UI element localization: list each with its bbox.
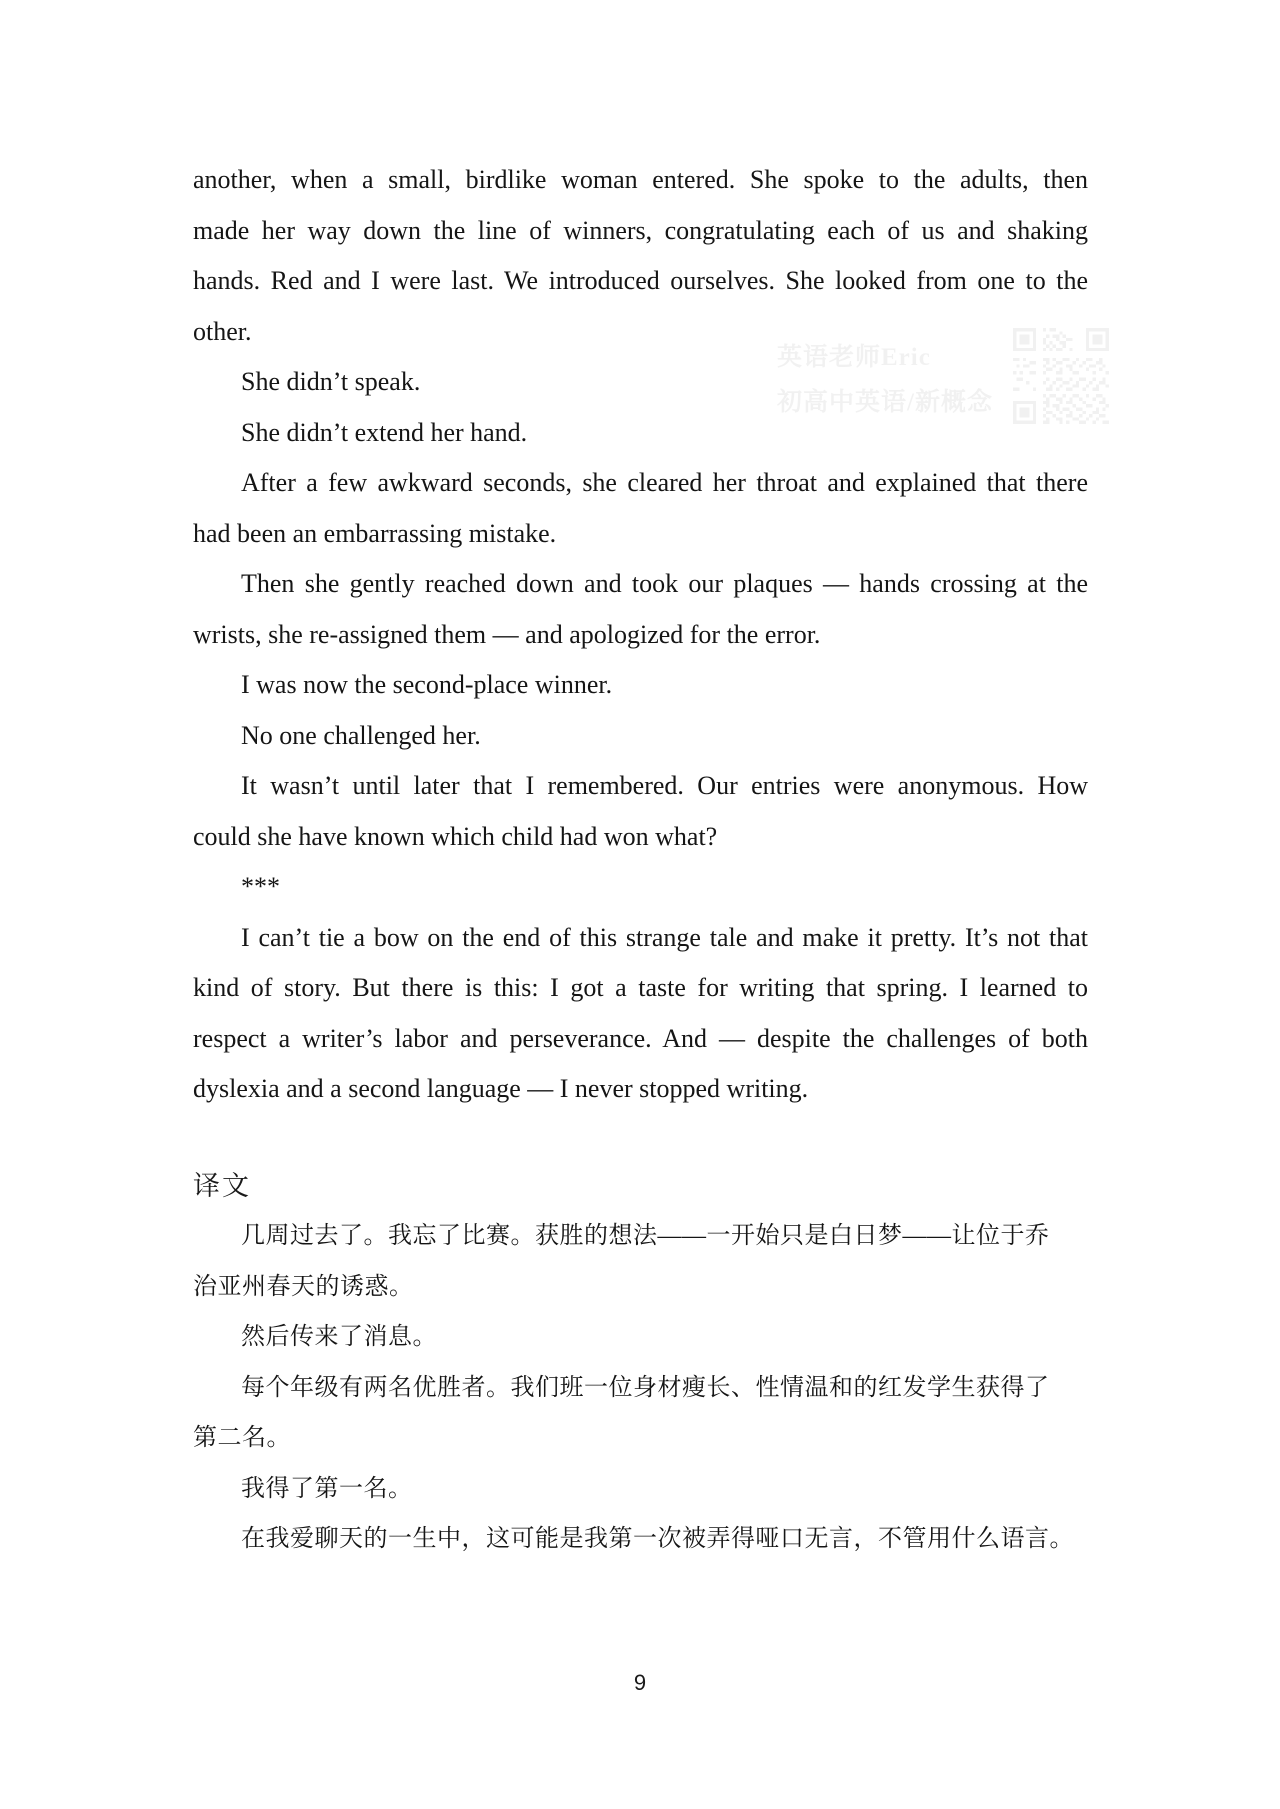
- translation-line: 几周过去了。我忘了比赛。获胜的想法——一开始只是白日梦——让位于乔: [241, 1223, 1050, 1249]
- text-line: other.: [193, 316, 252, 346]
- translation-line: 然后传来了消息。: [241, 1324, 437, 1350]
- translation-line: 第二名。: [193, 1425, 291, 1451]
- translation-line: 治亚州春天的诱惑。: [193, 1273, 414, 1300]
- text-line: wrists, she re-assigned them — and apologized for the error.: [193, 619, 821, 649]
- text-line: She didn’t speak.: [241, 367, 421, 396]
- text-line: No one challenged her.: [241, 720, 481, 750]
- text-line: dyslexia and a second language — I never stopped writing.: [193, 1074, 809, 1103]
- text-line: I was now the second-place winner.: [241, 670, 613, 699]
- text-line: Then she gently reached down and took our plaques — hands crossing at the: [241, 569, 1088, 598]
- text-line: She didn’t extend her hand.: [241, 417, 528, 447]
- translation-line: 每个年级有两名优胜者。我们班一位身材瘦长、性情温和的红发学生获得了: [241, 1374, 1050, 1401]
- text-line: It wasn’t until later that I remembered. Our entries were anonymous. How: [241, 771, 1088, 800]
- text-column: [193, 155, 1088, 1565]
- text-line: another, when a small, birdlike woman entered. She spoke to the adults, then: [193, 165, 1088, 194]
- text-line: kind of story. But there is this: I got a taste for writing that spring. I learned to: [193, 973, 1088, 1002]
- translation-line: 在我爱聊天的一生中，这可能是我第一次被弄得哑口无言，不管用什么语言。: [241, 1526, 1074, 1552]
- text-line: could she have known which child had won what?: [193, 821, 718, 851]
- text-line: I can’t tie a bow on the end of this strange tale and make it pretty. It’s not that: [241, 922, 1088, 952]
- text-line: respect a writer’s labor and perseverance. And — despite the challenges of both: [193, 1023, 1088, 1053]
- section-break-asterisks: ***: [241, 872, 280, 901]
- page-number: 9: [633, 1670, 647, 1695]
- watermark-text-line2: 初高中英语/新概念: [777, 389, 993, 416]
- translation-heading: 译文: [193, 1170, 251, 1201]
- text-line: made her way down the line of winners, congratulating each of us and shaking: [193, 215, 1088, 245]
- text-line: had been an embarrassing mistake.: [193, 518, 557, 548]
- translation-line: 我得了第一名。: [241, 1475, 413, 1502]
- text-line: After a few awkward seconds, she cleared her throat and explained that there: [241, 468, 1088, 497]
- text-line: hands. Red and I were last. We introduced ourselves. She looked from one to the: [193, 266, 1088, 295]
- watermark-text-line1: 英语老师Eric: [777, 344, 931, 371]
